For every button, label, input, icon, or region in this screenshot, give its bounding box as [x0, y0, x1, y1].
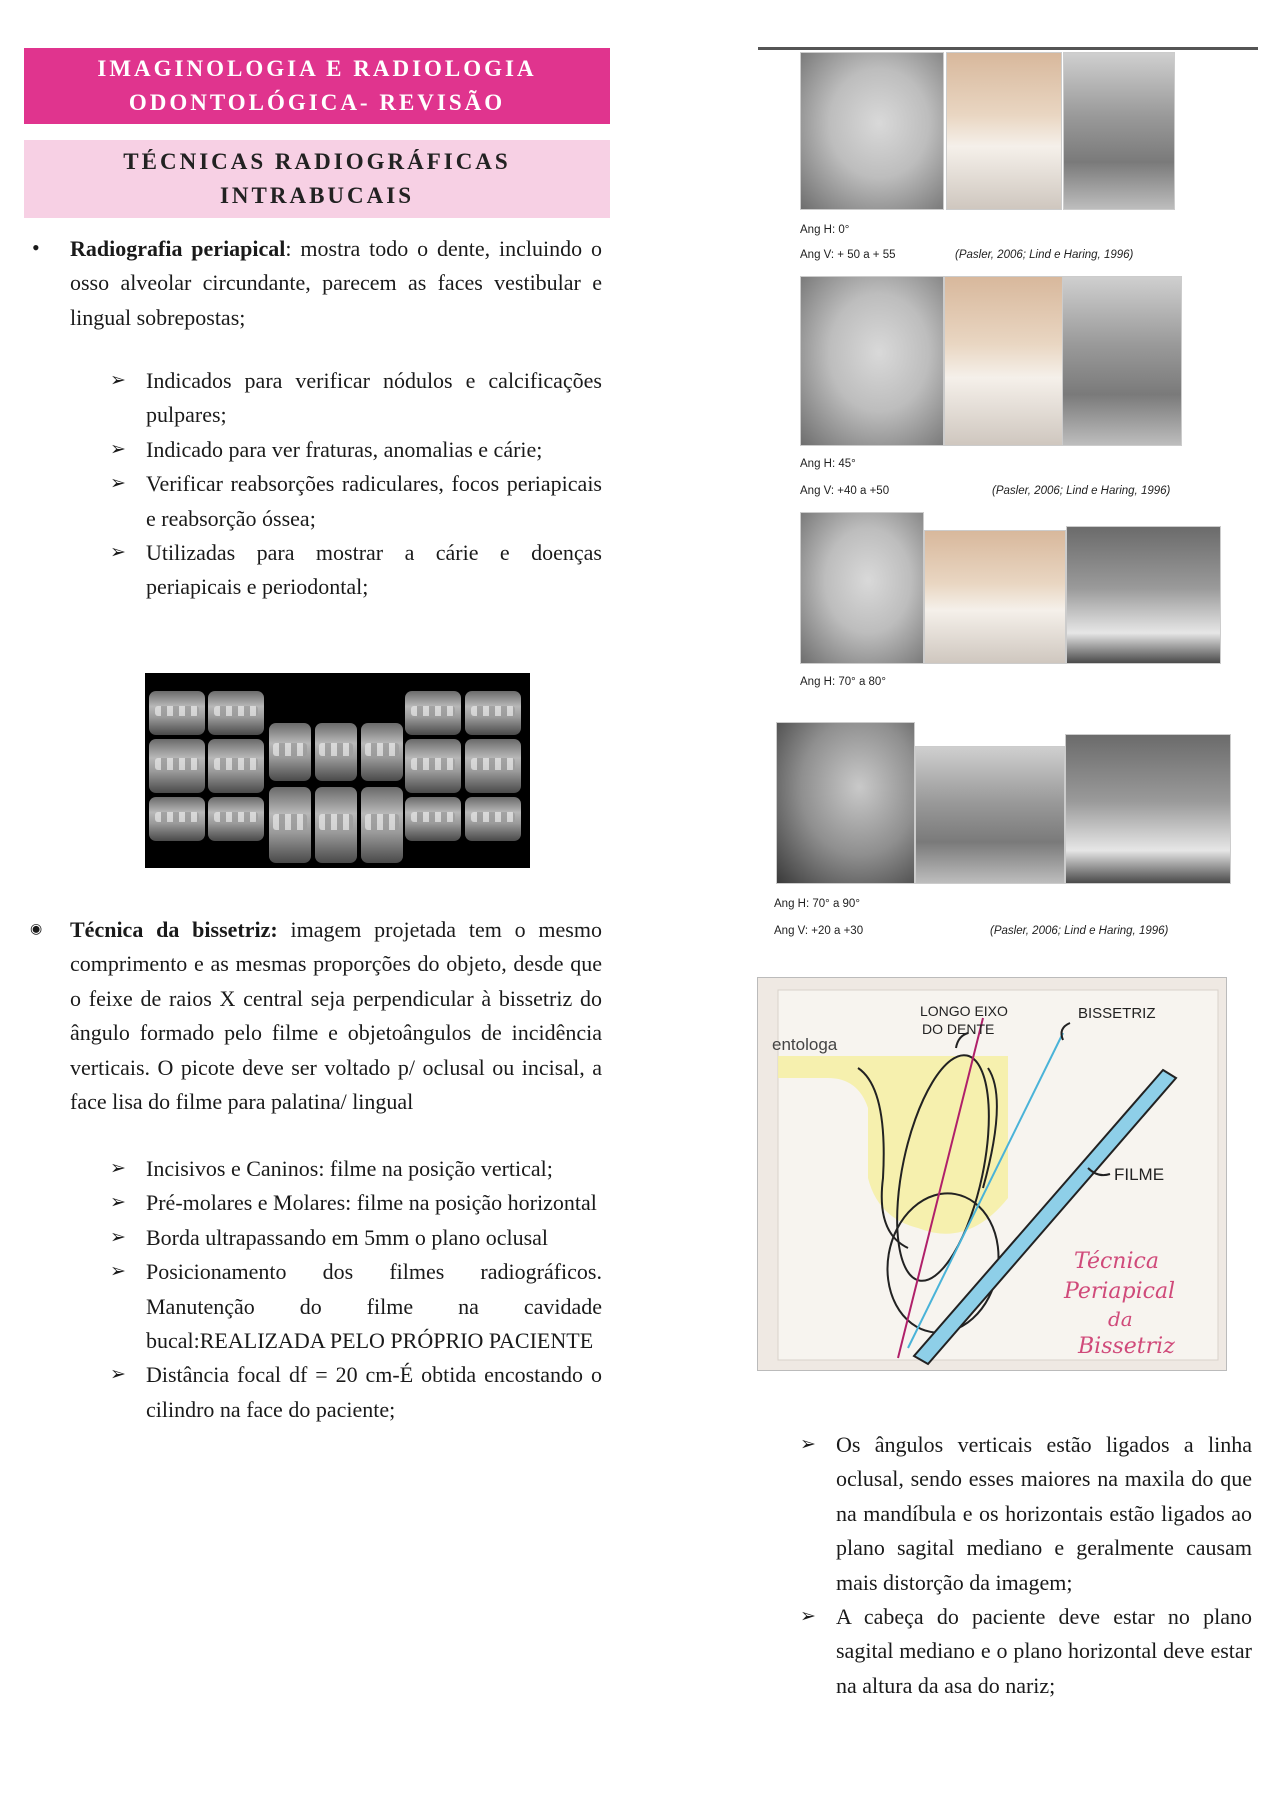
arrow-bullet-icon: ➢ [110, 370, 126, 391]
teeth-radiograph-4 [915, 746, 1065, 884]
teeth-photo-1 [946, 52, 1062, 210]
sketch-title-2: Periapical [1064, 1279, 1176, 1304]
list-item: ➢ Utilizadas para mostrar a cárie e doenças periapicais e periodontal; [110, 536, 602, 605]
caption-ref-2: (Pasler, 2006; Lind e Haring, 1996) [992, 485, 1171, 497]
caption-ref-4: (Pasler, 2006; Lind e Haring, 1996) [990, 925, 1169, 937]
periapical-text: : mostra todo o dente, incluindo o osso alveolar circundante, parecem as faces vestibular e lingual sobrepostas; [70, 236, 602, 330]
radiograph-2 [1062, 276, 1182, 446]
arrow-bullet-icon: ➢ [110, 1158, 126, 1179]
bissetriz-term: Técnica da bissetriz: [70, 917, 278, 942]
document-title-line2: ODONTOLÓGICA- REVISÃO [128, 90, 506, 115]
list-item: ➢ Verificar reabsorções radiculares, focos periapicais e reabsorção óssea; [110, 467, 602, 536]
list-item: ➢ Pré-molares e Molares: filme na posição horizontal [110, 1186, 602, 1220]
arrow-bullet-icon: ➢ [110, 1226, 126, 1248]
caption-ang-v-1: Ang V: + 50 a + 55 [800, 249, 896, 261]
sketch-brand: entologa [772, 1035, 838, 1054]
caption-ang-v-2: Ang V: +40 a +50 [800, 485, 890, 497]
list-item: ➢ Indicado para ver fraturas, anomalias e cárie; [110, 433, 602, 467]
full-mouth-radiograph-image [145, 673, 530, 868]
list-item: ➢ Borda ultrapassando em 5mm o plano oclusal [110, 1221, 602, 1255]
radiograph-3 [1066, 526, 1221, 664]
right-column-list [800, 1428, 1252, 1703]
caption-ang-v-4: Ang V: +20 a +30 [774, 925, 864, 937]
bisector-sketch-drawing [758, 978, 1226, 1370]
patient-photo-2 [800, 276, 944, 446]
bissetriz-text: imagem projetada tem o mesmo comprimento e as mesmas proporções do objeto, desde que o feixe de raios X central seja perpendicular à bissetriz do ângulo formado pelo filme e objetoângulos de incidência verticais. O picote deve ser voltado p/ oclusal ou incisal, a face lisa do filme para palatina/ lingual [70, 917, 602, 1115]
arrow-bullet-icon: ➢ [110, 473, 126, 495]
list-item: ➢ Posicionamento dos filmes radiográficos. Manutenção do filme na cavidade bucal:REALIZADA PELO PRÓPRIO PACIENTE [110, 1255, 602, 1358]
radiograph-1 [1063, 52, 1175, 210]
list-item: ➢ Incisivos e Caninos: filme na posição vertical; [110, 1152, 602, 1186]
document-title-band [24, 48, 610, 124]
sketch-title-3: da [1108, 1307, 1133, 1331]
arrow-bullet-icon: ➢ [800, 1434, 816, 1455]
sketch-title-1: Técnica [1074, 1249, 1159, 1274]
arrow-bullet-icon: ➢ [110, 1261, 126, 1283]
top-rule-divider [758, 47, 1258, 50]
label-filme: FILME [1114, 1165, 1165, 1184]
caption-ang-h-3: Ang H: 70° a 80° [800, 676, 886, 688]
bisector-technique-sketch [758, 978, 1226, 1370]
patient-photo-4 [776, 722, 915, 884]
arrow-bullet-icon: ➢ [110, 542, 126, 564]
arrow-bullet-icon: ➢ [110, 438, 126, 460]
periapical-paragraph [70, 232, 602, 335]
section-title-line1: TÉCNICAS RADIOGRÁFICAS [123, 149, 511, 174]
arrow-bullet-icon: ➢ [110, 1364, 126, 1386]
list-item: ➢ Distância focal df = 20 cm-É obtida encostando o cilindro na face do paciente; [110, 1358, 602, 1427]
section-title-line2: INTRABUCAIS [219, 183, 415, 208]
teeth-photo-3 [924, 530, 1066, 664]
sketch-title-4: Bissetriz [1078, 1334, 1175, 1359]
patient-photo-1 [800, 52, 944, 210]
label-bissetriz: BISSETRIZ [1078, 1005, 1156, 1022]
list-item: ➢ A cabeça do paciente deve estar no plano sagital mediano e o plano horizontal deve estar na altura da asa do nariz; [800, 1600, 1252, 1703]
caption-ang-h-2: Ang H: 45° [800, 458, 856, 470]
radiograph-4 [1065, 734, 1231, 884]
bullet-icon: ◉ [30, 922, 43, 937]
section-title-band [24, 140, 610, 218]
periapical-term: Radiografia periapical [70, 236, 286, 261]
list-item: ➢ Indicados para verificar nódulos e calcificações pulpares; [110, 364, 602, 433]
caption-ang-h-1: Ang H: 0° [800, 224, 850, 236]
label-long-axis-2: DO DENTE [922, 1021, 995, 1037]
bissetriz-list [110, 1152, 602, 1427]
teeth-photo-2 [944, 276, 1064, 446]
bullet-icon: • [32, 235, 40, 260]
document-title-line1: IMAGINOLOGIA E RADIOLOGIA [97, 56, 537, 81]
arrow-bullet-icon: ➢ [110, 1192, 126, 1214]
label-long-axis-1: LONGO EIXO [920, 1003, 1008, 1019]
bissetriz-paragraph [70, 913, 602, 1119]
patient-photo-3 [800, 512, 924, 664]
arrow-bullet-icon: ➢ [800, 1606, 816, 1628]
caption-ref-1: (Pasler, 2006; Lind e Haring, 1996) [955, 249, 1134, 261]
periapical-list [110, 364, 602, 605]
list-item: ➢ Os ângulos verticais estão ligados a linha oclusal, sendo esses maiores na maxila do que na mandíbula e os horizontais estão ligados ao plano sagital mediano e geralmente causam mais distorção da imagem; [800, 1428, 1252, 1600]
caption-ang-h-4: Ang H: 70° a 90° [774, 898, 860, 910]
